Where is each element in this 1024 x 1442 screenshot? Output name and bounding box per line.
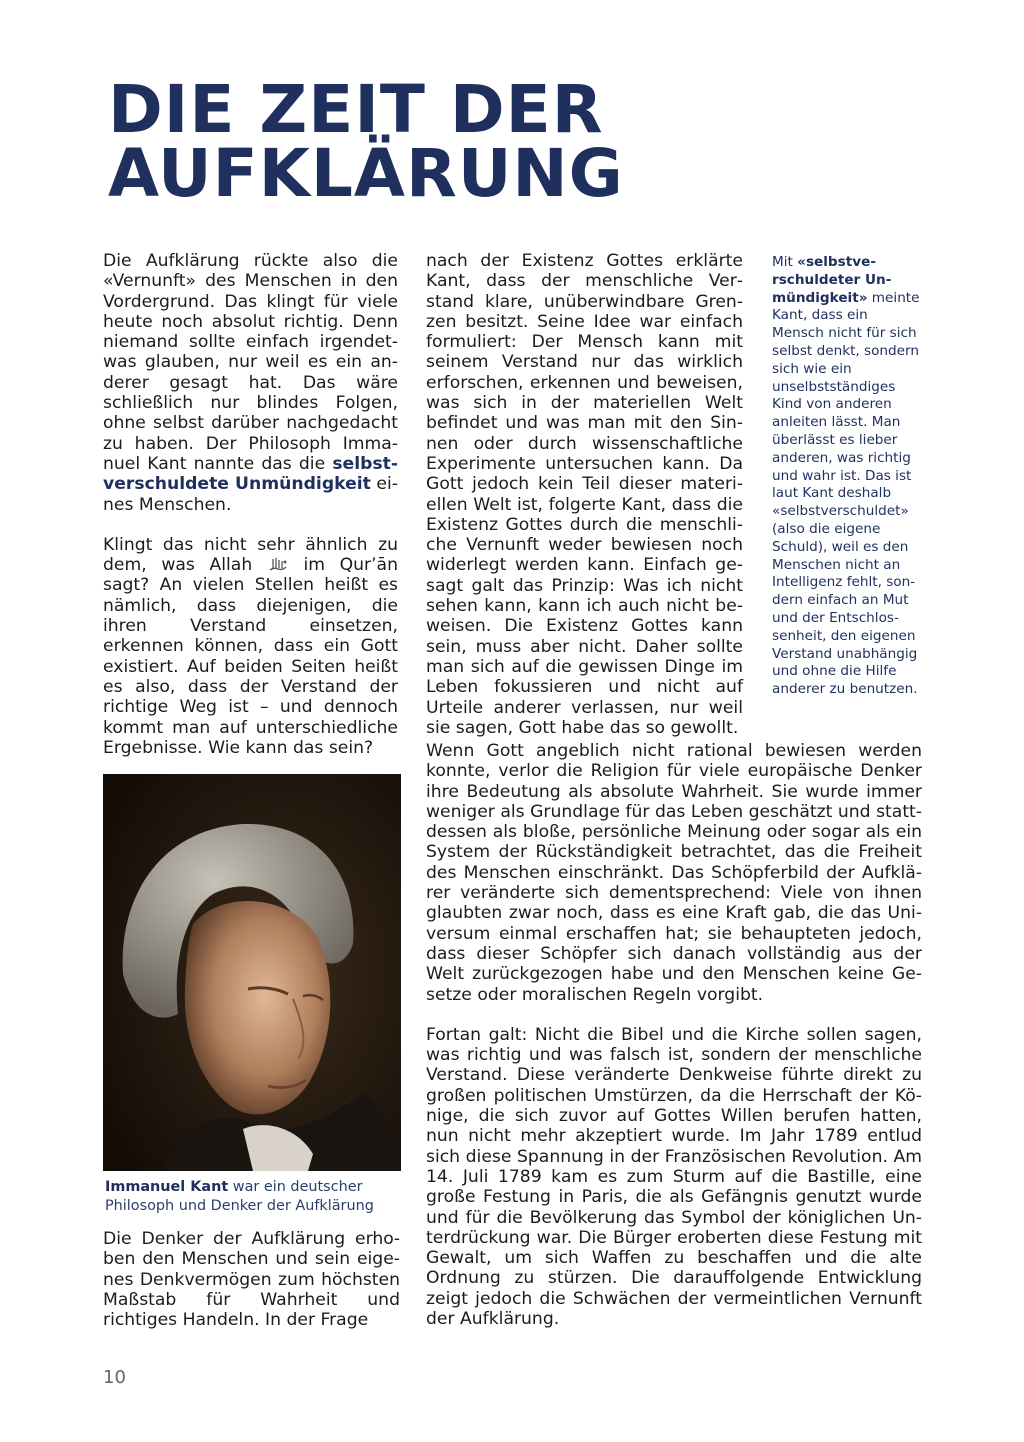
- title-line-1: DIE ZEIT DER: [108, 71, 604, 148]
- sidebar-note: [772, 254, 922, 699]
- page-number: 10: [103, 1367, 126, 1388]
- paragraph: nach der Existenz Gottes erklärte Kant, dass der menschliche Verstand klare, unüberwindbare Grenzen besitzt. Seine Idee war einfach formuliert: Der Mensch kann mit seinem Verstand nur das wirklich erforschen, erkennen und beweisen, was sich in der materiellen Welt befindet und was man mit den Sinnen oder durch wissenschaftliche Experimente untersuchen kann. Da Gott jedoch kein Teil dieser materiellen Welt ist, folgerte Kant, dass die Existenz Gottes durch die menschliche Vernunft weder bewiesen noch widerlegt werden kann. Einfach gesagt galt das Prinzip: Was ich nicht sehen kann, kann ich auch nicht beweisen. Die Existenz Gottes kann sein, muss aber nicht. Daher sollte man sich auf die gewissen Dinge im Leben fokussieren und nicht auf Urteile anderer verlassen, nur weil sie sagen, Gott habe das so gewollt.: [426, 251, 743, 738]
- highlight-term: selbstverschuldete Unmündigkeit: [103, 453, 398, 495]
- paragraph: Wenn Gott angeblich nicht rational bewiesen werden konnte, verlor die Religion für viele europäische Denker ihre Bedeutung als absolute Wahrheit. Sie wurde immer weniger als Grundlage für das Leben geschätzt und stattdessen als bloße, persönliche Meinung oder sogar als ein System der Rückständigkeit betrachtet, das die Freiheit des Menschen einschränkt. Das Schöpferbild der Aufklärer veränderte sich dementsprechend: Viele von ihnen glaubten zwar noch, dass es eine Kraft gab, die das Universum einmal erschaffen hat; sie behaupteten jedoch, dass dieser Schöpfer sich danach vollständig aus der Welt zurückgezogen habe und den Menschen keine Gesetze oder moralischen Regeln vorgibt.: [426, 741, 922, 1005]
- image-caption: [105, 1178, 405, 1217]
- paragraph: Die Denker der Aufklärung erhoben den Menschen und sein eigenes Denkvermögen zum höchsten Maßstab für Wahrheit und richtiges Handeln. In der Frage: [103, 1229, 400, 1331]
- kant-portrait-image: [103, 774, 401, 1171]
- text-run: Mit: [772, 254, 798, 270]
- column-2: [426, 251, 743, 738]
- paragraph: [103, 535, 398, 758]
- title-line-2: AUFKLÄRUNG: [108, 135, 624, 212]
- paragraph: [103, 251, 398, 515]
- text-run: Klingt das nicht sehr ähnlich zu dem, was Allah: [103, 534, 398, 576]
- caption-name: Immanuel Kant: [105, 1179, 229, 1195]
- caption-text: war ein deutscher Philosoph und Denker der Aufklärung: [105, 1179, 374, 1215]
- paragraph: Fortan galt: Nicht die Bibel und die Kirche sollen sagen, was richtig und was falsch ist, sondern der menschliche Verstand. Diese veränderte Denkweise führte direkt zu großen politischen Umstürzen, da die Herrschaft der Könige, die sich zuvor auf Gottes Willen berufen hatten, nun nicht mehr akzeptiert wurde. Im Jahr 1789 entlud sich diese Spannung in der Französischen Revolution. Am 14. Juli 1789 kam es zum Sturm auf die Bastille, eine große Festung in Paris, die als Gefängnis genutzt wurde und für die Bevölkerung das Symbol der königlichen Unterdrückung war. Die Bürger eroberten diese Festung mit Gewalt, um sich Waffen zu beschaffen und die alte Ordnung zu stürzen. Die darauffolgende Entwicklung zeigt jedoch die Schwächen der vermeintlichen Vernunft der Aufklärung.: [426, 1024, 922, 1330]
- column-1-bottom: [103, 1229, 400, 1330]
- wide-column: [426, 741, 922, 1329]
- allah-calligraphy-icon: [267, 556, 289, 572]
- text-run: im Qur’ān sagt? An vielen Stellen heißt es nämlich, dass diejenigen, die ihren Verstand einsetzen, erkennen können, dass ein Gott existiert. Auf beiden Seiten heißt es also, dass der Verstand der richtige Weg ist – und dennoch kommt man auf unterschiedliche Ergebnisse. Wie kann das sein?: [103, 555, 398, 758]
- text-run: meinte Kant, dass ein Mensch nicht für sich selbst denkt, sondern sich wie ein unselbstständiges Kind von anderen anleiten lässt. Man überlässt es lieber anderen, was richtig und wahr ist. Das ist laut Kant deshalb «selbstverschuldet» (also die eigene Schuld), weil es den Menschen nicht an Intelligenz fehlt, sondern einfach an Mut und der Entschlossenheit, den eigenen Verstand unabhängig und ohne die Hilfe anderer zu benutzen.: [772, 289, 920, 698]
- page-title: [108, 71, 708, 212]
- column-1-top: [103, 251, 398, 758]
- highlight-term: «selbstverschuldeter Unmündigkeit»: [772, 254, 892, 306]
- text-run: Die Aufklärung rückte also die «Vernunft» des Menschen in den Vordergrund. Das klingt für viele heute noch absolut richtig. Denn niemand sollte einfach irgendetwas glauben, nur weil es ein anderer gesagt hat. Das wäre schließlich nur blindes Folgen, ohne selbst darüber nachgedacht zu haben. Der Philosoph Immanuel Kant nannte das die: [103, 251, 398, 474]
- text-run: eines Menschen.: [103, 474, 398, 515]
